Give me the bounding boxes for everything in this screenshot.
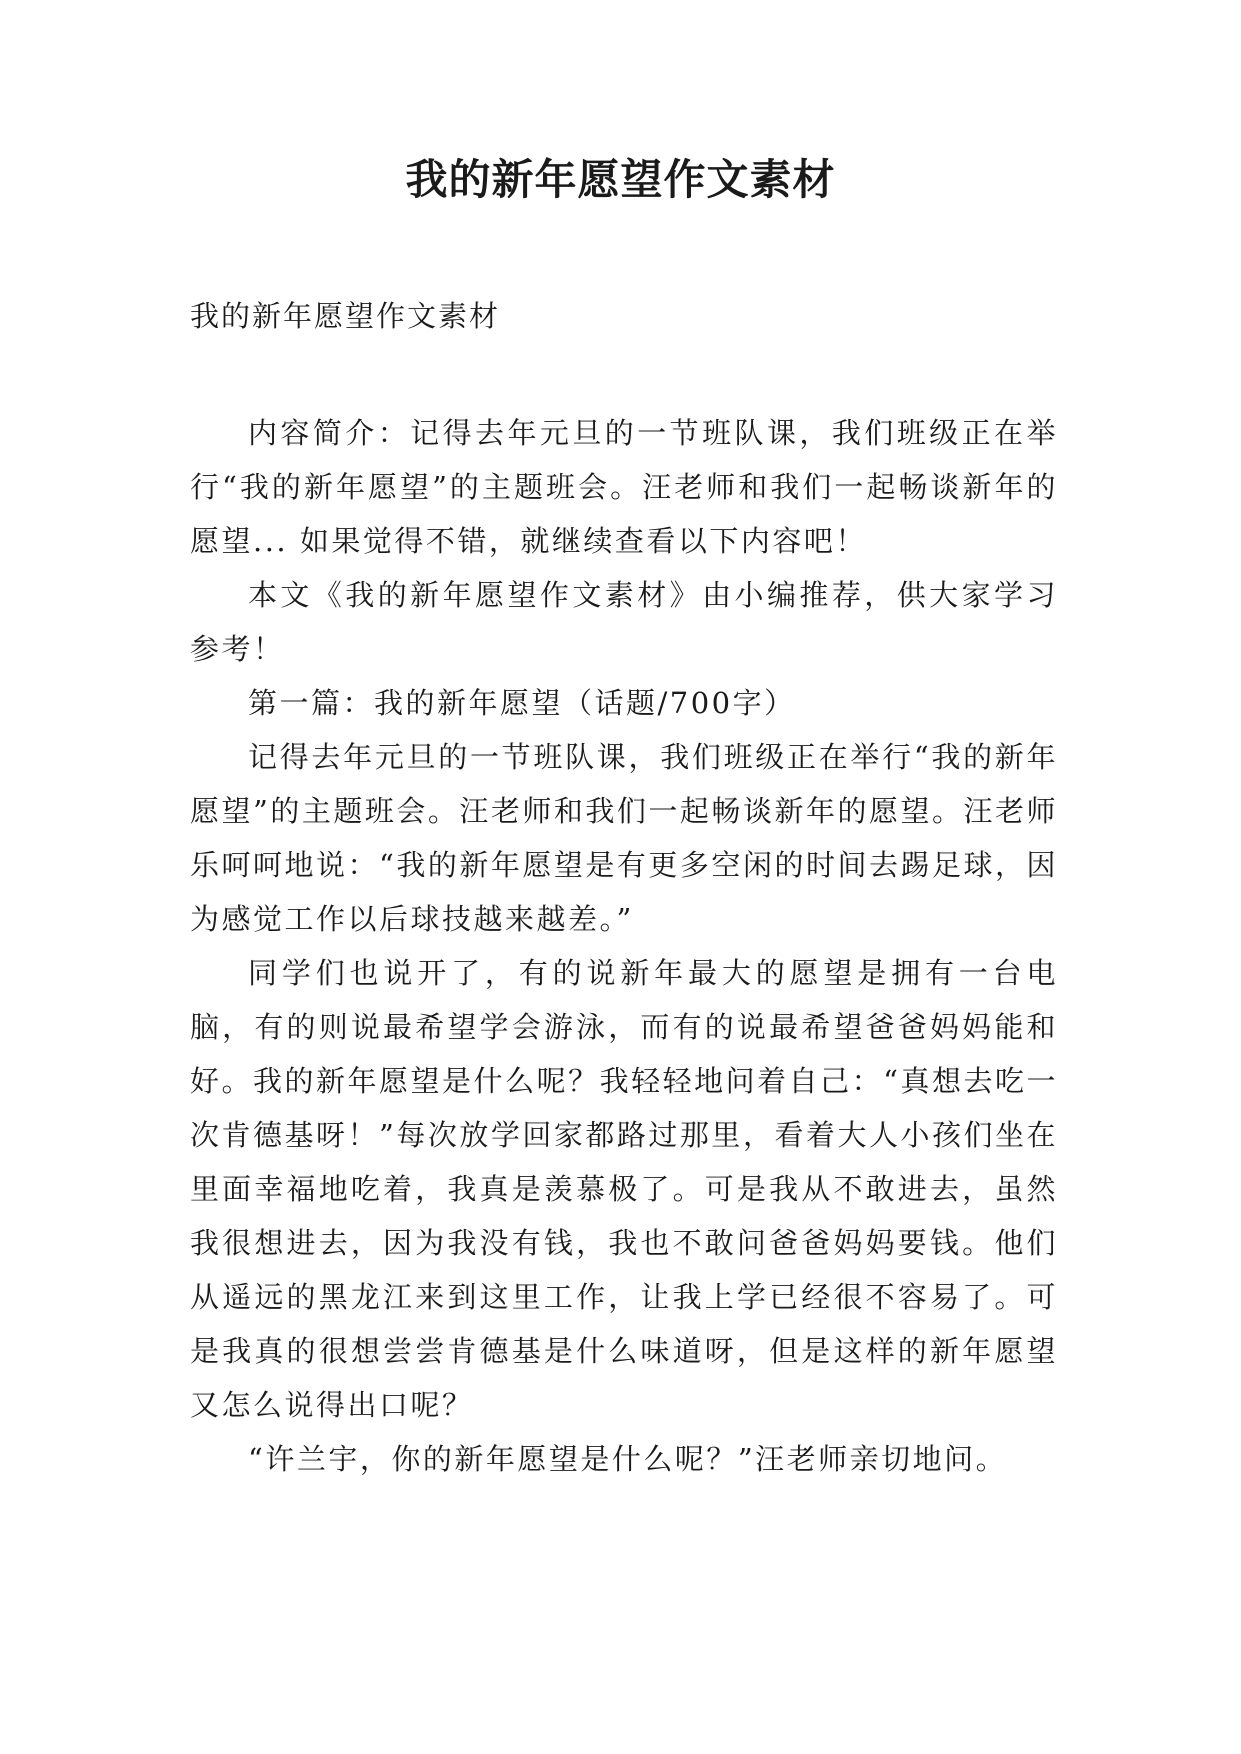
document-title: 我的新年愿望作文素材 (405, 155, 836, 204)
body-paragraph: 记得去年元旦的一节班队课，我们班级正在举行“我的新年愿望”的主题班会。汪老师和我们一起畅谈新年的愿望。汪老师乐呵呵地说：“我的新年愿望是有更多空闲的时间去踢足球，因为感觉工作以后球技越来越差。” (190, 740, 1058, 936)
intro-paragraph: 内容简介：记得去年元旦的一节班队课，我们班级正在举行“我的新年愿望”的主题班会。汪老师和我们一起畅谈新年的愿望... 如果觉得不错，就继续查看以下内容吧！ (190, 416, 1058, 558)
document-subtitle: 我的新年愿望作文素材 (190, 299, 501, 333)
body-paragraph: 同学们也说开了，有的说新年最大的愿望是拥有一台电脑，有的则说最希望学会游泳，而有的说最希望爸爸妈妈能和好。我的新年愿望是什么呢？我轻轻地问着自己：“真想去吃一次肯德基呀！”每次放学回家都路过那里，看着大人小孩们坐在里面幸福地吃着，我真是羡慕极了。可是我从不敢进去，虽然我很想进去，因为我没有钱，我也不敢问爸爸妈妈要钱。他们从遥远的黑龙江来到这里工作，让我上学已经很不容易了。可是我真的很想尝尝肯德基是什么味道呀，但是这样的新年愿望又怎么说得出口呢？ (190, 956, 1058, 1422)
body-paragraph: “许兰宇，你的新年愿望是什么呢？”汪老师亲切地问。 (248, 1442, 1008, 1476)
section-heading: 第一篇：我的新年愿望（话题/700字） (248, 686, 796, 720)
recommendation-paragraph: 本文《我的新年愿望作文素材》由小编推荐，供大家学习参考！ (190, 578, 1058, 666)
document-body (190, 406, 1058, 1486)
